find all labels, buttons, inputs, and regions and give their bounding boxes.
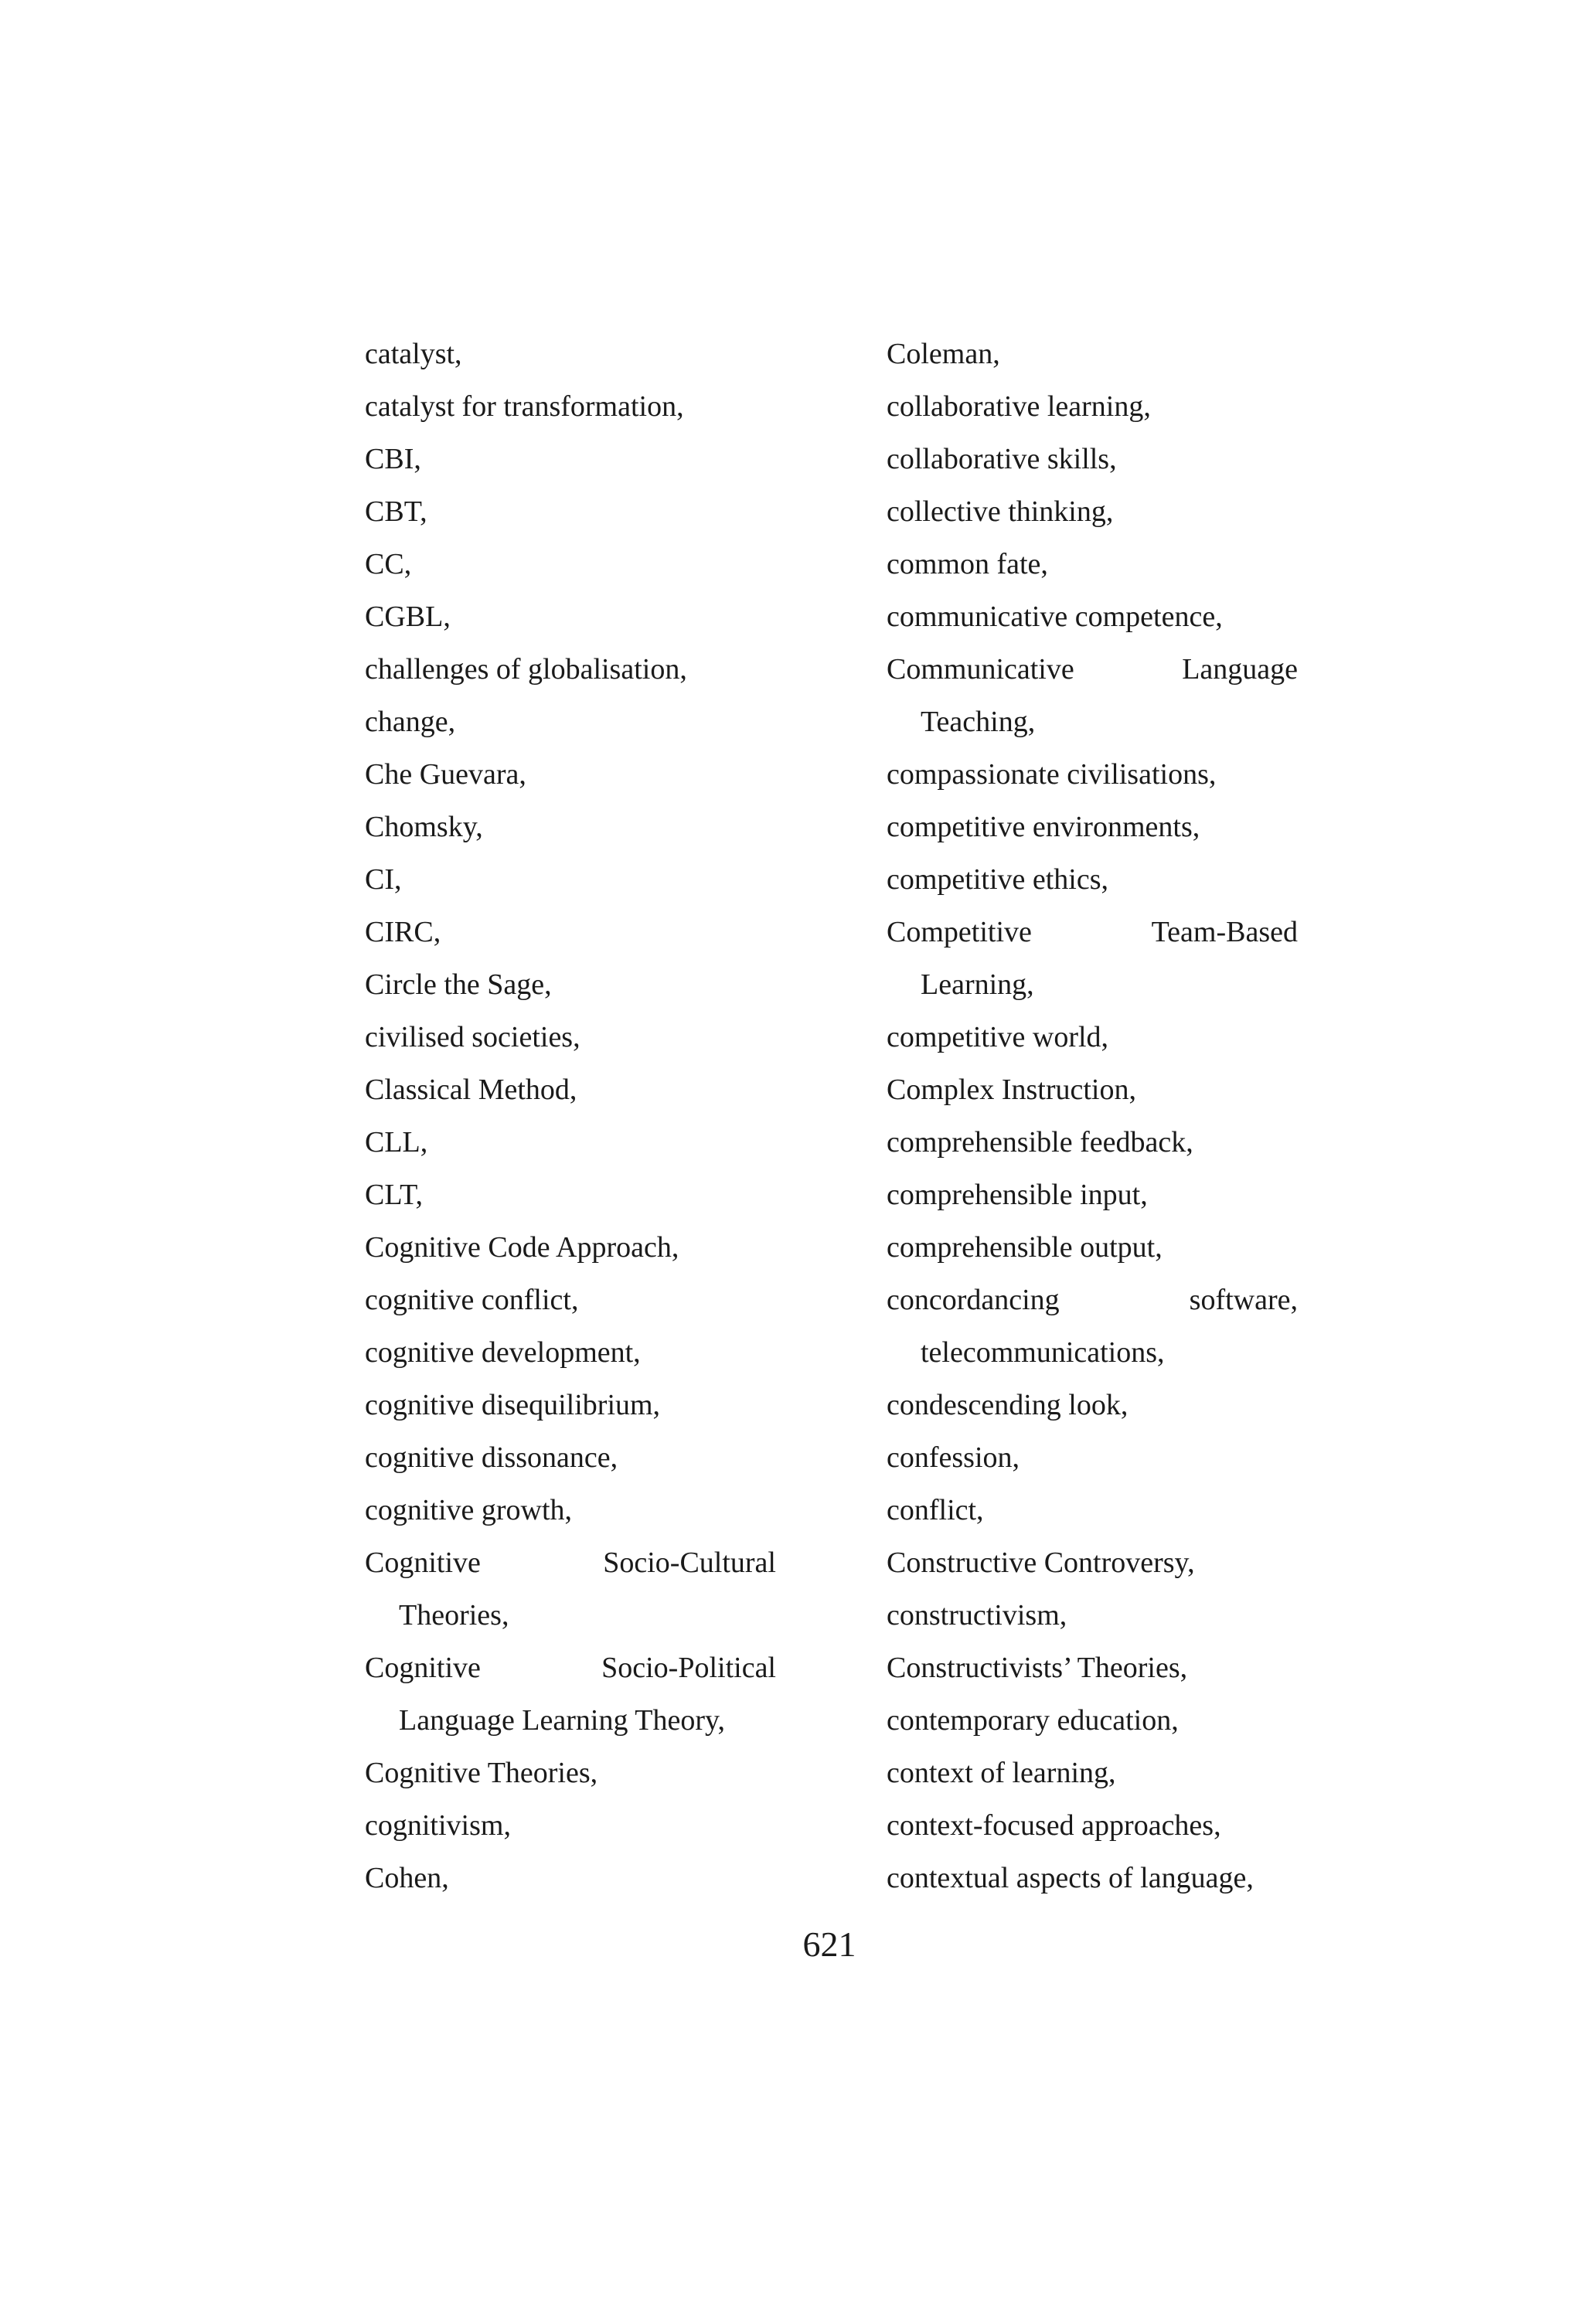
index-entry	[887, 906, 1298, 1011]
index-entry: contemporary education,	[887, 1704, 1179, 1737]
index-entry: Circle the Sage,	[365, 968, 552, 1001]
index-entry: CGBL,	[365, 601, 451, 633]
index-entry	[887, 643, 1298, 748]
index-entry: collective thinking,	[887, 495, 1114, 528]
index-entry: communicative competence,	[887, 601, 1223, 633]
index-entry: Constructivists’ Theories,	[887, 1652, 1188, 1684]
index-entry-word: software,	[1189, 1284, 1298, 1316]
index-entry: catalyst for transformation,	[365, 390, 684, 423]
index-entry: cognitive development,	[365, 1336, 641, 1369]
index-entry: CC,	[365, 548, 412, 580]
index-entry	[365, 1642, 776, 1747]
index-entry-continuation: Teaching,	[921, 706, 1036, 738]
index-entry: competitive ethics,	[887, 863, 1109, 896]
index-entry: Complex Instruction,	[887, 1074, 1136, 1106]
index-entry-first-line	[365, 1536, 776, 1589]
index-entry	[365, 1536, 776, 1642]
index-entry: catalyst,	[365, 338, 462, 370]
index-entry-word: Socio-Cultural	[603, 1546, 776, 1579]
index-entry: compassionate civilisations,	[887, 758, 1217, 791]
index-entry: competitive environments,	[887, 811, 1200, 843]
index-entry: collaborative learning,	[887, 390, 1151, 423]
index-entry: cognitive dissonance,	[365, 1441, 618, 1474]
index-entry: cognitive disequilibrium,	[365, 1389, 661, 1421]
index-entry: Coleman,	[887, 338, 1000, 370]
index-entry: common fate,	[887, 548, 1048, 580]
index-entry-first-line	[887, 906, 1298, 958]
index-entry-word: Communicative	[887, 653, 1074, 686]
index-entry: CI,	[365, 863, 402, 896]
index-entry: CIRC,	[365, 916, 441, 948]
index-entry: competitive world,	[887, 1021, 1109, 1053]
index-entry-continuation: Theories,	[399, 1599, 509, 1632]
index-entry: civilised societies,	[365, 1021, 580, 1053]
index-entry: collaborative skills,	[887, 443, 1117, 475]
index-entry: CLT,	[365, 1179, 423, 1211]
index-entry-word: Socio-Political	[601, 1652, 776, 1684]
index-entry: comprehensible input,	[887, 1179, 1148, 1211]
index-entry: Cognitive Theories,	[365, 1757, 598, 1789]
index-entry-first-line	[365, 1642, 776, 1694]
index-entry-first-line	[887, 643, 1298, 696]
index-entry: condescending look,	[887, 1389, 1129, 1421]
index-entry-continuation: Learning,	[921, 968, 1034, 1001]
index-entry-word: Language	[1182, 653, 1298, 686]
index-entry-continuation: telecommunications,	[921, 1336, 1165, 1369]
index-entry: CBT,	[365, 495, 427, 528]
index-entry: change,	[365, 706, 456, 738]
index-entry-first-line	[887, 1274, 1298, 1326]
index-entry: Classical Method,	[365, 1074, 577, 1106]
index-entry: challenges of globalisation,	[365, 653, 687, 686]
index-entry: Chomsky,	[365, 811, 483, 843]
index-entry: comprehensible output,	[887, 1231, 1163, 1264]
index-entry: constructivism,	[887, 1599, 1067, 1632]
index-entry-word: concordancing	[887, 1284, 1060, 1316]
index-entry: cognitive conflict,	[365, 1284, 579, 1316]
index-entry-word: Team-Based	[1151, 916, 1298, 948]
index-entry: CLL,	[365, 1126, 428, 1159]
index-entry: contextual aspects of language,	[887, 1862, 1254, 1894]
index-entry: cognitivism,	[365, 1809, 511, 1842]
index-entry	[887, 1274, 1298, 1379]
index-entry: context-focused approaches,	[887, 1809, 1221, 1842]
index-entry: conflict,	[887, 1494, 984, 1526]
index-entry: Che Guevara,	[365, 758, 526, 791]
index-entry: Cognitive Code Approach,	[365, 1231, 679, 1264]
page-number: 621	[802, 1924, 856, 1964]
index-entry-word: Competitive	[887, 916, 1032, 948]
index-entry: cognitive growth,	[365, 1494, 573, 1526]
index-column-left	[365, 328, 776, 1904]
index-entry-word: Cognitive	[365, 1652, 481, 1684]
index-entry: context of learning,	[887, 1757, 1116, 1789]
index-entry-word: Cognitive	[365, 1546, 481, 1579]
index-entry: Cohen,	[365, 1862, 449, 1894]
index-entry: confession,	[887, 1441, 1020, 1474]
index-entry: CBI,	[365, 443, 421, 475]
index-entry: comprehensible feedback,	[887, 1126, 1193, 1159]
index-column-right	[887, 328, 1298, 1904]
index-entry: Constructive Controversy,	[887, 1546, 1195, 1579]
index-entry-continuation: Language Learning Theory,	[399, 1704, 726, 1737]
